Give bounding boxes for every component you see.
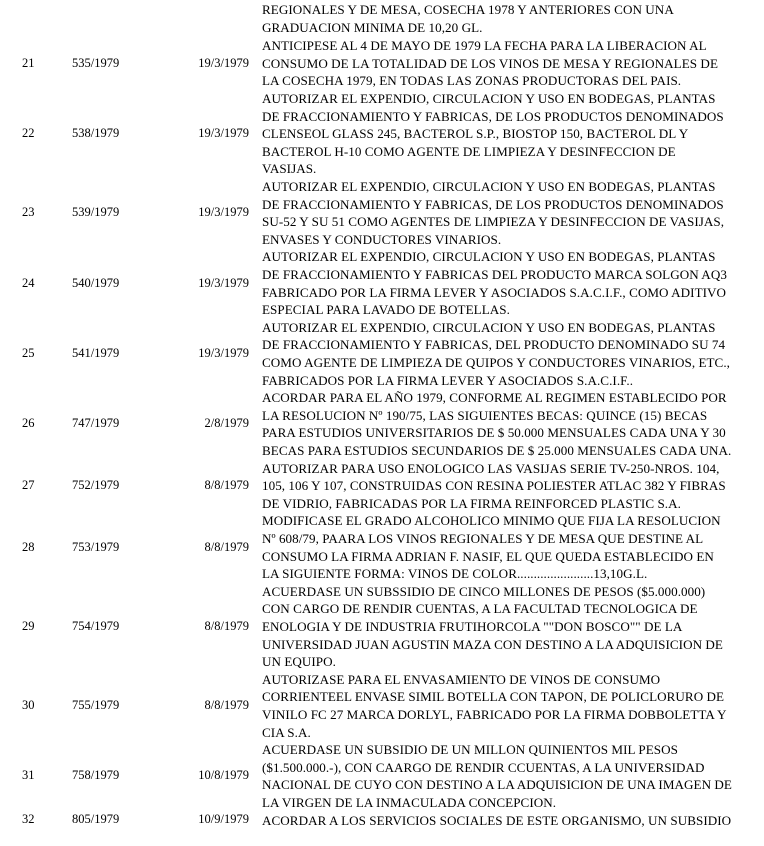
text-line: AUTORIZASE PARA EL ENVASAMIENTO DE VINOS DE CONSUMO <box>262 671 661 687</box>
text-line: UN EQUIPO. <box>262 654 336 670</box>
table-row <box>0 671 764 741</box>
resolution-description <box>262 389 762 459</box>
resolution-number: 538/1979 <box>72 126 120 140</box>
row-number: 23 <box>22 205 35 220</box>
resolution-number: 754/1979 <box>72 618 120 633</box>
row-number: 25 <box>22 345 35 360</box>
row-number: 28 <box>22 539 35 554</box>
resolution-number: 805/1979 <box>72 812 120 827</box>
text-line: AUTORIZAR EL EXPENDIO, CIRCULACION Y USO EN BODEGAS, PLANTAS <box>262 91 716 106</box>
text-line: LA SIGUIENTE FORMA: VINOS DE COLOR.......................13,10G.L. <box>262 566 648 582</box>
row-number: 31 <box>22 768 35 783</box>
continuation-text <box>262 1 762 36</box>
resolution-date: 19/3/1979 <box>198 205 249 220</box>
text-line: BECAS PARA ESTUDIOS SECUNDARIOS DE $ 25.000 MENSUALES CADA UNA. <box>262 442 732 458</box>
resolution-description <box>262 460 762 513</box>
text-line: ($1.500.000.-), CON CAARGO DE RENDIR CCUENTAS, A LA UNIVERSIDAD <box>262 759 705 775</box>
row-number: 24 <box>22 275 35 290</box>
table-row <box>0 37 764 90</box>
text-line: MODIFICASE EL GRADO ALCOHOLICO MINIMO QUE FIJA LA RESOLUCION <box>262 513 721 529</box>
text-line: DE FRACCIONAMIENTO Y FABRICAS, DEL PRODUCTO DENOMINADO SU 74 <box>262 337 726 353</box>
resolution-date: 10/9/1979 <box>198 812 249 827</box>
text-line: COMO AGENTE DE LIMPIEZA DE QUIPOS Y CONDUCTORES VINARIOS, ETC., <box>262 354 730 370</box>
text-line: NACIONAL DE CUYO CON DESTINO A LA ADQUISICION DE UNA IMAGEN DE <box>262 777 732 793</box>
resolution-date: 8/8/1979 <box>204 618 249 633</box>
table-row <box>0 90 764 178</box>
resolution-description <box>262 178 762 248</box>
text-line: BACTEROL H-10 COMO AGENTE DE LIMPIEZA Y DESINFECCION DE <box>262 143 676 159</box>
text-line: PARA ESTUDIOS UNIVERSITARIOS DE $ 50.000 MENSUALES CADA UNA Y 30 <box>262 425 726 441</box>
text-line: CON CARGO DE RENDIR CUENTAS, A LA FACULTAD TECNOLOGICA DE <box>262 601 698 617</box>
text-line: LA RESOLUCION Nº 190/75, LAS SIGUIENTES BECAS: QUINCE (15) BECAS <box>262 407 708 423</box>
text-line: DE FRACCIONAMIENTO Y FABRICAS DEL PRODUCTO MARCA SOLGON AQ3 <box>262 266 727 282</box>
text-line: CLENSEOL GLASS 245, BACTEROL S.P., BIOSTOP 150, BACTEROL DL Y <box>262 126 689 142</box>
resolution-number: 752/1979 <box>72 477 120 492</box>
text-line: FABRICADO POR LA FIRMA LEVER Y ASOCIADOS S.A.C.I.F., COMO ADITIVO <box>262 284 727 300</box>
resolution-description <box>262 37 762 90</box>
row-number: 22 <box>22 126 35 140</box>
text-line: ENOLOGIA Y DE INDUSTRIA FRUTIHORCOLA ""DON BOSCO"" DE LA <box>262 618 683 634</box>
resolution-number: 540/1979 <box>72 275 120 290</box>
text-line: REGIONALES Y DE MESA, COSECHA 1978 Y ANTERIORES CON UNA <box>262 2 674 17</box>
table-row <box>0 389 764 459</box>
table-row <box>0 741 764 811</box>
resolution-number: 539/1979 <box>72 205 120 220</box>
text-line: DE FRACCIONAMIENTO Y FABRICAS, DE LOS PRODUCTOS DENOMINADOS <box>262 108 724 124</box>
text-line: Nº 608/79, PAARA LOS VINOS REGIONALES Y DE MESA QUE DESTINE AL <box>262 530 704 546</box>
text-line: LA COSECHA 1979, EN TODAS LAS ZONAS PRODUCTORAS DEL PAIS. <box>262 73 682 89</box>
text-line: CONSUMO LA FIRMA ADRIAN F. NASIF, EL QUE QUEDA ESTABLECIDO EN <box>262 548 714 564</box>
text-line: CORRIENTEEL ENVASE SIMIL BOTELLA CON TAPON, DE POLICLORURO DE <box>262 689 725 705</box>
text-line: AUTORIZAR EL EXPENDIO, CIRCULACION Y USO EN BODEGAS, PLANTAS <box>262 179 716 194</box>
resolution-description <box>262 248 762 318</box>
text-line: AUTORIZAR PARA USO ENOLOGICO LAS VASIJAS SERIE TV-250-NROS. 104, <box>262 460 720 476</box>
text-line: ACORDAR A LOS SERVICIOS SOCIALES DE ESTE ORGANISMO, UN SUBSIDIO <box>262 812 732 828</box>
resolution-number: 758/1979 <box>72 768 120 783</box>
text-line: AUTORIZAR EL EXPENDIO, CIRCULACION Y USO EN BODEGAS, PLANTAS <box>262 249 716 265</box>
resolution-number: 535/1979 <box>72 55 120 70</box>
table-row <box>0 583 764 671</box>
text-line: ENVASES Y CONDUCTORES VINARIOS. <box>262 231 502 247</box>
resolution-date: 2/8/1979 <box>204 416 249 431</box>
text-line: ACORDAR PARA EL AÑO 1979, CONFORME AL REGIMEN ESTABLECIDO POR <box>262 390 727 406</box>
resolution-date: 10/8/1979 <box>198 768 249 783</box>
resolution-number: 747/1979 <box>72 416 120 431</box>
row-number: 26 <box>22 416 35 431</box>
text-line: ESPECIAL PARA LAVADO DE BOTELLAS. <box>262 302 510 318</box>
row-number: 29 <box>22 618 35 633</box>
resolution-description <box>262 671 762 741</box>
text-line: FABRICADOS POR LA FIRMA LEVER Y ASOCIADOS S.A.C.I.F.. <box>262 372 634 388</box>
row-number: 21 <box>22 55 35 70</box>
resolution-date: 8/8/1979 <box>204 697 249 712</box>
text-line: VASIJAS. <box>262 161 317 177</box>
resolution-number: 755/1979 <box>72 697 120 712</box>
table-row <box>0 460 764 513</box>
resolution-description <box>262 319 762 389</box>
text-line: DE VIDRIO, FABRICADAS POR LA FIRMA REINFORCED PLASTIC S.A. <box>262 495 681 511</box>
resolution-description <box>262 583 762 671</box>
table-row <box>0 178 764 248</box>
table-row <box>0 248 764 318</box>
text-line: GRADUACION MINIMA DE 10,20 GL. <box>262 19 483 35</box>
text-line: CIA S.A. <box>262 724 311 740</box>
text-line: ACUERDASE UN SUBSSIDIO DE CINCO MILLONES DE PESOS ($5.000.000) <box>262 583 706 599</box>
resolution-date: 8/8/1979 <box>204 477 249 492</box>
resolution-date: 19/3/1979 <box>198 55 249 70</box>
row-number: 27 <box>22 477 35 492</box>
resolution-description <box>262 812 762 830</box>
text-line: ACUERDASE UN SUBSIDIO DE UN MILLON QUINIENTOS MIL PESOS <box>262 742 678 758</box>
resolution-date: 19/3/1979 <box>198 275 249 290</box>
table-row <box>0 812 764 830</box>
table-row <box>0 319 764 389</box>
resolution-date: 19/3/1979 <box>198 126 249 140</box>
resolution-number: 753/1979 <box>72 539 120 554</box>
resolution-description <box>262 512 762 582</box>
resolution-number: 541/1979 <box>72 345 120 360</box>
text-line: SU-52 Y SU 51 COMO AGENTES DE LIMPIEZA Y DESINFECCION DE VASIJAS, <box>262 214 725 230</box>
resolution-date: 19/3/1979 <box>198 345 249 360</box>
text-line: UNIVERSIDAD JUAN AGUSTIN MAZA CON DESTINO A LA ADQUISICION DE <box>262 636 723 652</box>
row-number: 32 <box>22 812 35 827</box>
text-line: VINILO FC 27 MARCA DORLYL, FABRICADO POR LA FIRMA DOBBOLETTA Y <box>262 706 727 722</box>
text-line: ANTICIPESE AL 4 DE MAYO DE 1979 LA FECHA PARA LA LIBERACION AL <box>262 38 707 54</box>
resolution-description <box>262 90 762 178</box>
text-line: AUTORIZAR EL EXPENDIO, CIRCULACION Y USO EN BODEGAS, PLANTAS <box>262 319 716 335</box>
row-number: 30 <box>22 697 35 712</box>
text-line: 105, 106 Y 107, CONSTRUIDAS CON RESINA POLIESTER ATLAC 382 Y FIBRAS <box>262 478 726 494</box>
text-line: LA VIRGEN DE LA INMACULADA CONCEPCION. <box>262 794 557 810</box>
resolution-description <box>262 741 762 811</box>
text-line: CONSUMO DE LA TOTALIDAD DE LOS VINOS DE MESA Y REGIONALES DE <box>262 55 718 71</box>
table-row <box>0 512 764 582</box>
resolution-date: 8/8/1979 <box>204 539 249 554</box>
text-line: DE FRACCIONAMIENTO Y FABRICAS, DE LOS PRODUCTOS DENOMINADOS <box>262 196 724 212</box>
